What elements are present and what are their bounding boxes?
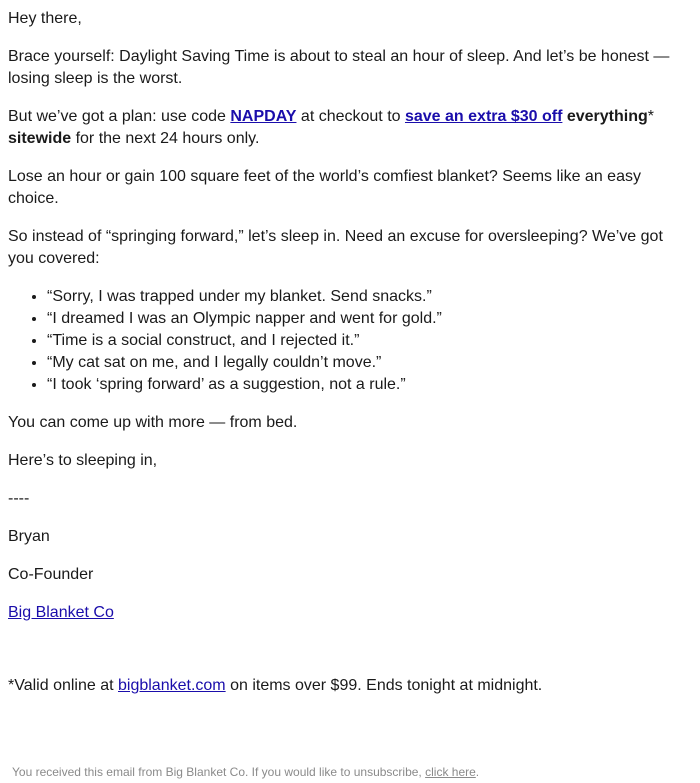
everything-bold: everything [566,108,648,125]
disclaimer-text-1: *Valid online at [8,677,118,694]
signer-title: Co-Founder [8,566,94,583]
greeting: Hey there, [8,10,82,27]
promo-code-link[interactable]: NAPDAY [230,108,297,125]
offer-text-4: * [647,108,655,125]
list-item: • “I took ‘spring forward’ as a suggestion, not a rule.” [47,374,676,396]
choice-paragraph: Lose an hour or gain 100 square feet of the world’s comfiest blanket? Seems like an easy choice. [8,168,641,207]
disclaimer-paragraph [8,675,676,697]
list-item: • “My cat sat on me, and I legally couldn’t move.” [47,352,676,374]
excuse-list [8,286,676,396]
signer-name: Bryan [8,528,50,545]
save-offer-link[interactable]: save an extra $30 off [404,108,563,125]
footer [12,765,479,780]
list-item: • “Sorry, I was trapped under my blanket. Send snacks.” [47,286,676,308]
footer-end: . [475,765,480,779]
offer-text-5: for the next 24 hours only. [71,130,260,147]
email-body [8,8,676,713]
excuse-intro-paragraph: So instead of “springing forward,” let’s sleep in. Need an excuse for oversleeping? We’ve got you covered: [8,228,663,267]
intro-paragraph: Brace yourself: Daylight Saving Time is about to steal an hour of sleep. And let’s be honest — losing sleep is the worst. [8,48,670,87]
offer-paragraph [8,106,676,150]
company-paragraph [8,602,676,624]
signoff: Here’s to sleeping in, [8,452,158,469]
offer-text-2: at checkout to [296,108,405,125]
list-item: • “Time is a social construct, and I rejected it.” [47,330,676,352]
disclaimer-text-2: on items over $99. Ends tonight at midnight. [225,677,543,694]
footer-text: You received this email from Big Blanket Co. If you would like to unsubscribe, [12,765,426,779]
unsubscribe-link[interactable]: click here [425,765,476,779]
sitewide-bold: sitewide [8,130,72,147]
offer-text-1: But we’ve got a plan: use code [8,108,231,125]
list-item: • “I dreamed I was an Olympic napper and went for gold.” [47,308,676,330]
divider: ---- [8,490,30,507]
more-paragraph: You can come up with more — from bed. [8,414,298,431]
site-link[interactable]: bigblanket.com [118,677,226,694]
company-link[interactable]: Big Blanket Co [8,604,114,621]
